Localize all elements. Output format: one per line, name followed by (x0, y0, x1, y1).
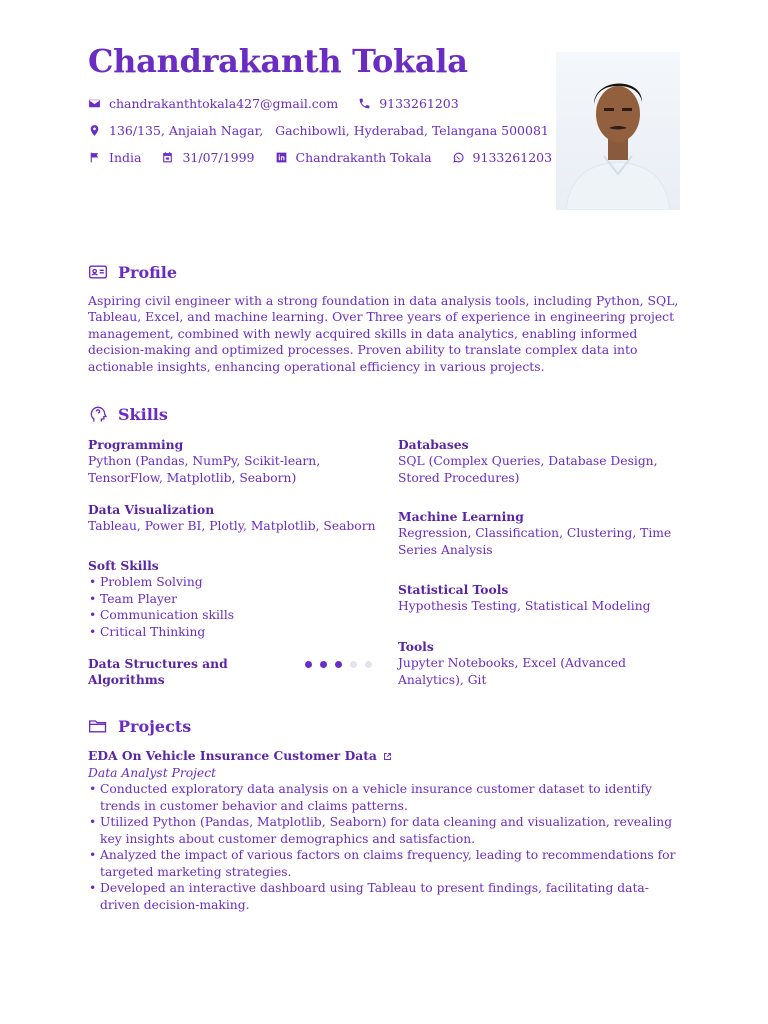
list-item: • Critical Thinking (88, 624, 368, 640)
linkedin-text[interactable]: Chandrakanth Tokala (295, 150, 432, 165)
brain-head-icon (88, 404, 108, 424)
phone-text[interactable]: 9133261203 (379, 96, 459, 111)
skill-stats-title: Statistical Tools (398, 582, 509, 597)
dob-item (161, 150, 254, 165)
skill-databases-title: Databases (398, 437, 469, 452)
skill-dot-filled (320, 661, 327, 668)
skill-dot-filled (305, 661, 312, 668)
skill-programming-text: Python (Pandas, NumPy, Scikit-learn, TensorFlow, Matplotlib, Seaborn) (88, 454, 321, 485)
skill-tools-text: Jupyter Notebooks, Excel (Advanced Analytics), Git (398, 656, 627, 687)
email-icon (88, 97, 101, 110)
list-item: • Problem Solving (88, 574, 368, 590)
whatsapp-icon (452, 151, 465, 164)
skill-dataviz-title: Data Visualization (88, 502, 215, 517)
calendar-icon (161, 151, 174, 164)
skill-level-dots (305, 661, 380, 668)
skills-title: Skills (118, 404, 168, 424)
skill-soft (88, 558, 368, 640)
project-name[interactable]: EDA On Vehicle Insurance Customer Data (88, 748, 377, 763)
country-text: India (109, 150, 142, 165)
address-item (88, 123, 549, 138)
list-item: • Utilized Python (Pandas, Matplotlib, Seaborn) for data cleaning and visualization, revealing key insights about customer demographics and satisfaction. (88, 814, 680, 847)
address-text: 136/135, Anjaiah Nagar, Gachibowli, Hyderabad, Telangana 500081 (109, 123, 549, 138)
contact-row-1 (88, 96, 479, 111)
skill-stats-text: Hypothesis Testing, Statistical Modeling (398, 599, 651, 614)
skill-dataviz-text: Tableau, Power BI, Plotly, Matplotlib, Seaborn (88, 519, 376, 534)
list-item: • Analyzed the impact of various factors on claims frequency, leading to recommendations for targeted marketing strategies. (88, 847, 680, 880)
skill-databases-text: SQL (Complex Queries, Database Design, Stored Procedures) (398, 454, 658, 485)
projects-title: Projects (118, 716, 192, 736)
whatsapp-item[interactable] (452, 150, 553, 165)
skill-tools (398, 639, 680, 688)
skill-dsa-title: Data Structures and Algorithms (88, 656, 228, 688)
phone-icon (358, 97, 371, 110)
profile-text: Aspiring civil engineer with a strong foundation in data analysis tools, including Python, SQL, Tableau, Excel, and machine learning. Over Three years of experience in engineering project management, combined with newly acquired skills in data analytics, enabling informed decision-making and optimized processes. Proven ability to translate complex data into actionable insights, enhancing operational efficiency in various projects. (88, 293, 679, 374)
list-item: • Conducted exploratory data analysis on a vehicle insurance customer dataset to identify trends in customer behavior and claims patterns. (88, 781, 680, 814)
list-item: • Team Player (88, 591, 368, 607)
whatsapp-text[interactable]: 9133261203 (472, 150, 553, 165)
project-bullets (88, 781, 680, 913)
email-text[interactable]: chandrakanthtokala427@gmail.com (109, 96, 339, 111)
skill-dot-empty (350, 661, 357, 668)
profile-photo (556, 52, 680, 210)
skill-dot-empty (365, 661, 372, 668)
skill-ml-title: Machine Learning (398, 509, 524, 524)
skill-ml (398, 509, 680, 558)
profile-heading (88, 262, 177, 282)
linkedin-icon (275, 151, 288, 164)
folder-icon (88, 716, 108, 736)
skill-stats (398, 582, 680, 615)
dob-text: 31/07/1999 (182, 150, 255, 165)
project-name-link[interactable] (88, 748, 680, 765)
soft-skills-list (88, 574, 368, 640)
skill-soft-title: Soft Skills (88, 558, 159, 573)
country-item (88, 150, 141, 165)
skills-heading (88, 404, 168, 424)
skill-ml-text: Regression, Classification, Clustering, Time Series Analysis (398, 526, 672, 557)
skill-databases (398, 437, 680, 486)
flag-icon (88, 151, 101, 164)
skill-programming (88, 437, 368, 486)
contact-row-3 (88, 150, 572, 165)
list-item: • Communication skills (88, 607, 368, 623)
skill-dot-filled (335, 661, 342, 668)
id-card-icon (88, 262, 108, 282)
skill-programming-title: Programming (88, 437, 184, 452)
email-item[interactable] (88, 96, 338, 111)
skill-dataviz (88, 502, 378, 535)
phone-item[interactable] (358, 96, 459, 111)
profile-title: Profile (118, 262, 178, 282)
contact-row-2 (88, 123, 569, 138)
candidate-name: Chandrakanth Tokala (88, 42, 468, 80)
external-link-icon[interactable] (383, 752, 392, 761)
linkedin-item[interactable] (275, 150, 432, 165)
skill-tools-title: Tools (398, 639, 434, 654)
project-entry (88, 748, 680, 913)
location-pin-icon (88, 124, 101, 137)
projects-heading (88, 716, 191, 736)
project-role: Data Analyst Project (88, 765, 217, 780)
skill-dsa (88, 656, 298, 689)
list-item: • Developed an interactive dashboard using Tableau to present findings, facilitating data-driven decision-making. (88, 880, 680, 913)
